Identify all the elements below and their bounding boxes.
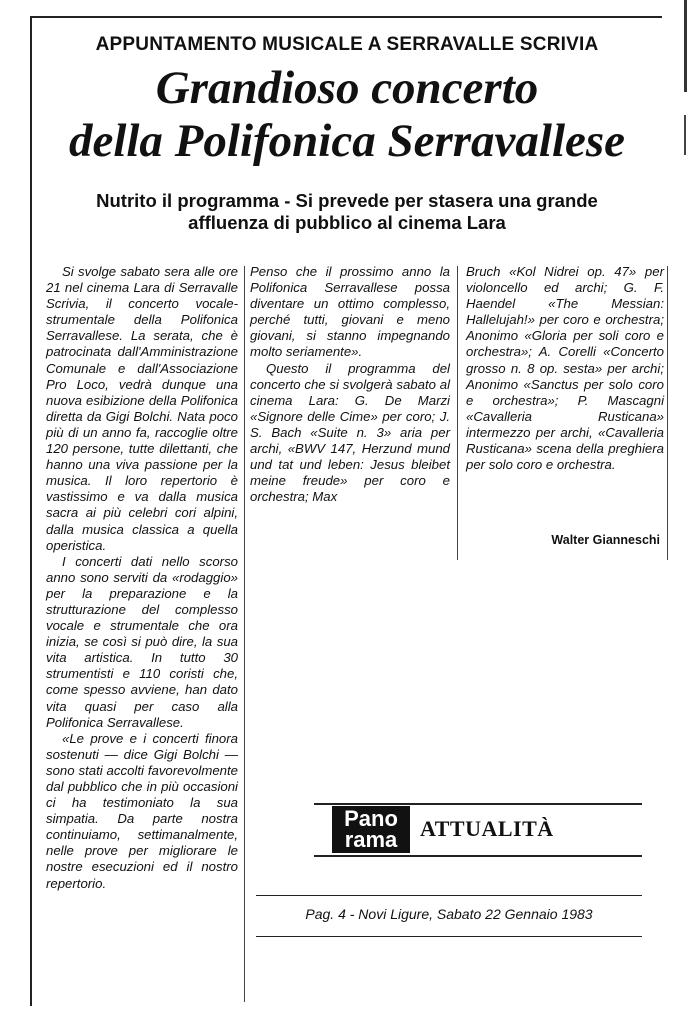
column-divider (457, 266, 458, 560)
author-signature: Walter Gianneschi (551, 533, 660, 547)
panorama-logo (332, 806, 410, 853)
column-divider (244, 266, 245, 1002)
headline-line-2: della Polifonica Serravallese (68, 115, 626, 167)
section-band-rule (314, 855, 642, 857)
page-line-rule (256, 936, 642, 937)
paragraph: Si svolge sabato sera alle ore 21 nel cinema Lara di Serravalle Scrivia, il concerto vocale-strumentale della Polifonica Serravallese. La serata, che è patrocinata dall'Amministrazione Comunale e dall'Associazione Pro Loco, vedrà dunque una nuova esibizione della Polifonica diretta da Gigi Bolchi. Nata poco più di un anno fa, raccoglie oltre 120 persone, tutte dilettanti, che hanno una viva passione per la musica. Il loro repertorio è vastissimo e va dalla musica sacra ai più celebri cori alpini, dalla musica classica a quella operistica. (46, 264, 238, 553)
article-column-1 (46, 264, 238, 892)
logo-line-2: rama (344, 827, 398, 852)
logo-line-1: Pano (344, 806, 398, 831)
paragraph: I concerti dati nello scorso anno sono serviti da «rodaggio» per la preparazione e la strutturazione del complesso vocale e strumentale che ora inizia, se così si può dire, la sua vita artistica. In tutto 30 strumentisti e 110 coristi che, come spesso avviene, han dato vita quasi per caso alla Polifonica Serravallese. (46, 553, 238, 730)
page-footer-line: Pag. 4 - Novi Ligure, Sabato 22 Gennaio 1983 (305, 906, 593, 922)
paragraph: Bruch «Kol Nidrei op. 47» per violoncello ed archi; G. F. Haendel «The Messian: Hallelujah!» per coro e orchestra; Anonimo «Gloria per soli coro e orchestra»; A. Corelli «Concerto grosso n. 8 op. sesta» per archi; Anonimo «Sanctus per solo coro e orchestra»; P. Mascagni «Cavalleria Rusticana» intermezzo per archi, «Cavalleria Rusticana» scena della preghiera per solo coro e orchestra. (466, 264, 664, 473)
right-edge-mark (684, 0, 687, 92)
page-line-rule (256, 895, 642, 896)
subheadline (32, 190, 662, 234)
kicker-headline: APPUNTAMENTO MUSICALE A SERRAVALLE SCRIVIA (95, 34, 599, 55)
article-column-3 (466, 264, 664, 473)
paragraph: Questo il programma del concerto che si svolgerà sabato al cinema Lara: G. De Marzi «Signore delle Cime» per coro; J. S. Bach «Suite n. 3» aria per archi, «BWV 147, Herzund mund und tat und leben: Jesus bleibet meine freude» per coro e orchestra; Max (250, 360, 450, 505)
column-divider (667, 266, 668, 560)
paragraph: «Le prove e i concerti finora sostenuti — dice Gigi Bolchi — sono stati accolti favorevolmente dal pubblico che in più occasioni ci ha testimoniato la sua simpatia. Da parte nostra continuiamo, settimanalmente, nelle prove per migliorare le nostre esecuzioni ed il nostro repertorio. (46, 730, 238, 891)
section-band-rule (314, 803, 642, 805)
right-edge-mark-lower (684, 115, 686, 155)
headline-line-1: Grandioso concerto (155, 62, 539, 114)
section-name: ATTUALITÀ (420, 816, 554, 841)
subhead-line-1: Nutrito il programma - Si prevede per stasera una grande (96, 190, 598, 211)
main-headline (32, 62, 662, 168)
subhead-line-2: affluenza di pubblico al cinema Lara (188, 212, 506, 233)
article-column-2 (250, 264, 450, 505)
paragraph: Penso che il prossimo anno la Polifonica Serravallese possa diventare un ottimo complesso, perché tutti, giovani e meno giovani, si stanno impegnando molto seriamente». (250, 264, 450, 360)
top-border-rule (30, 16, 662, 18)
